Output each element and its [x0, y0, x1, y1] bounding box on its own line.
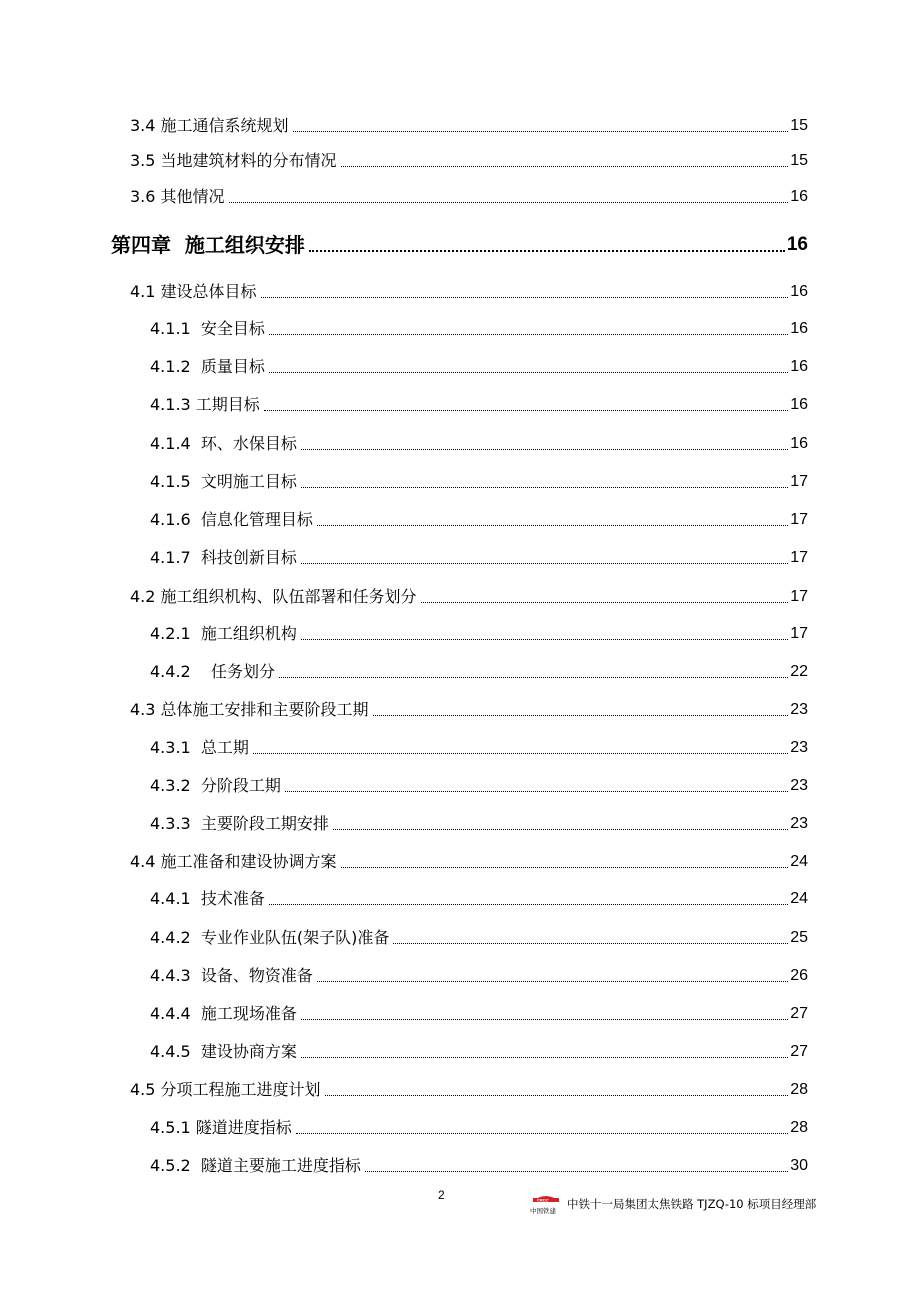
- toc-entry[interactable]: [150, 889, 808, 909]
- toc-entry-title: 4.3.2 分阶段工期: [150, 776, 281, 795]
- toc-entry-page: 17: [790, 511, 808, 528]
- toc-entry[interactable]: [150, 395, 808, 415]
- toc-entry-page: 16: [790, 320, 808, 337]
- toc-entry-page: 16: [790, 188, 808, 205]
- dot-leader: [301, 563, 788, 564]
- toc-entry[interactable]: [130, 116, 808, 136]
- toc-entry-title: 4.4.1 技术准备: [150, 889, 265, 908]
- dot-leader: [325, 1095, 789, 1096]
- dot-leader: [253, 753, 788, 754]
- toc-entry-title: 4.5 分项工程施工进度计划: [130, 1080, 321, 1099]
- dot-leader: [365, 1171, 788, 1172]
- toc-entry-page: 16: [790, 435, 808, 452]
- toc-entry[interactable]: [130, 1080, 808, 1100]
- toc-entry-title: 4.1.3 工期目标: [150, 395, 260, 414]
- toc-entry[interactable]: [130, 187, 808, 207]
- toc-entry[interactable]: [130, 587, 808, 607]
- toc-entry-page: 16: [786, 234, 808, 255]
- toc-entry[interactable]: [150, 662, 808, 682]
- dot-leader: [333, 829, 788, 830]
- toc-entry-page: 24: [790, 890, 808, 907]
- toc-entry-page: 23: [790, 777, 808, 794]
- toc-chapter-entry[interactable]: [111, 233, 808, 257]
- toc-entry-page: 17: [790, 549, 808, 566]
- toc-entry[interactable]: [150, 928, 808, 948]
- toc-entry-page: 17: [790, 588, 808, 605]
- dot-leader: [309, 250, 785, 252]
- toc-entry-page: 27: [790, 1005, 808, 1022]
- toc-entry-title: 3.5 当地建筑材料的分布情况: [130, 151, 337, 170]
- toc-entry-page: 24: [790, 853, 808, 870]
- toc-entry[interactable]: [150, 1156, 808, 1176]
- dot-leader: [296, 1133, 788, 1134]
- toc-entry[interactable]: [150, 1042, 808, 1062]
- toc-entry-title: 4.1.6 信息化管理目标: [150, 510, 313, 529]
- dot-leader: [293, 131, 789, 132]
- toc-entry-title: 4.1.4 环、水保目标: [150, 434, 297, 453]
- dot-leader: [229, 202, 789, 203]
- dot-leader: [269, 334, 788, 335]
- toc-entry-title: 4.1.2 质量目标: [150, 357, 265, 376]
- dot-leader: [285, 791, 788, 792]
- dot-leader: [341, 867, 789, 868]
- toc-entry[interactable]: [150, 319, 808, 339]
- toc-entry-page: 30: [790, 1157, 808, 1174]
- dot-leader: [341, 166, 789, 167]
- toc-entry[interactable]: [150, 1004, 808, 1024]
- dot-leader: [261, 297, 789, 298]
- toc-entry-title: 4.4 施工准备和建设协调方案: [130, 852, 337, 871]
- toc-entry-page: 27: [790, 1043, 808, 1060]
- toc-entry[interactable]: [130, 151, 808, 171]
- toc-entry-title: 4.2 施工组织机构、队伍部署和任务划分: [130, 587, 417, 606]
- dot-leader: [393, 943, 788, 944]
- toc-entry-page: 25: [790, 929, 808, 946]
- toc-entry-page: 22: [790, 663, 808, 680]
- toc-entry[interactable]: [130, 700, 808, 720]
- toc-entry-page: 16: [790, 358, 808, 375]
- dot-leader: [317, 525, 788, 526]
- toc-entry-title: 4.3 总体施工安排和主要阶段工期: [130, 700, 369, 719]
- toc-entry[interactable]: [150, 776, 808, 796]
- toc-entry-title: 4.3.1 总工期: [150, 738, 249, 757]
- toc-entry-page: 17: [790, 625, 808, 642]
- toc-entry[interactable]: [150, 738, 808, 758]
- toc-entry-page: 17: [790, 473, 808, 490]
- toc-entry-page: 26: [790, 967, 808, 984]
- toc-entry-page: 23: [790, 739, 808, 756]
- dot-leader: [301, 639, 788, 640]
- dot-leader: [301, 449, 788, 450]
- dot-leader: [301, 487, 788, 488]
- toc-entry-title: 4.1 建设总体目标: [130, 282, 257, 301]
- dot-leader: [421, 602, 789, 603]
- dot-leader: [373, 715, 789, 716]
- toc-entry-title: 4.5.2 隧道主要施工进度指标: [150, 1156, 361, 1175]
- toc-entry[interactable]: [150, 357, 808, 377]
- toc-entry-title: 4.1.1 安全目标: [150, 319, 265, 338]
- toc-entry-title: 4.4.2 任务划分: [150, 662, 276, 681]
- dot-leader: [269, 904, 788, 905]
- crcc-logo-icon: [528, 1190, 564, 1216]
- toc-entry-page: 28: [790, 1119, 808, 1136]
- dot-leader: [301, 1057, 788, 1058]
- toc-entry-page: 23: [790, 815, 808, 832]
- toc-entry-page: 16: [790, 283, 808, 300]
- dot-leader: [279, 677, 788, 678]
- toc-entry-title: 4.5.1 隧道进度指标: [150, 1118, 292, 1137]
- dot-leader: [269, 372, 788, 373]
- toc-entry[interactable]: [150, 624, 808, 644]
- toc-entry-page: 15: [790, 152, 808, 169]
- toc-entry[interactable]: [150, 434, 808, 454]
- toc-entry-title: 4.4.2 专业作业队伍(架子队)准备: [150, 928, 390, 947]
- toc-entry[interactable]: [150, 1118, 808, 1138]
- toc-entry-title: 3.6 其他情况: [130, 187, 225, 206]
- toc-entry[interactable]: [150, 510, 808, 530]
- svg-text:CRCC: CRCC: [537, 1197, 549, 1203]
- toc-entry[interactable]: [150, 472, 808, 492]
- toc-entry-title: 4.4.5 建设协商方案: [150, 1042, 297, 1061]
- toc-entry-title: 4.1.7 科技创新目标: [150, 548, 297, 567]
- toc-entry-page: 28: [790, 1081, 808, 1098]
- toc-entry[interactable]: [150, 966, 808, 986]
- svg-text:中国铁建: 中国铁建: [530, 1207, 556, 1215]
- toc-entry-page: 15: [790, 117, 808, 134]
- toc-entry-page: 16: [790, 396, 808, 413]
- dot-leader: [301, 1019, 788, 1020]
- toc-entry-title: 4.2.1 施工组织机构: [150, 624, 297, 643]
- footer-company-name: 中铁十一局集团太焦铁路 TJZQ-10 标项目经理部: [567, 1197, 817, 1211]
- toc-entry[interactable]: [150, 548, 808, 568]
- toc-entry-title: 4.4.3 设备、物资准备: [150, 966, 313, 985]
- toc-entry-title: 第四章 施工组织安排: [111, 233, 305, 257]
- toc-entry[interactable]: [130, 282, 808, 302]
- dot-leader: [264, 410, 788, 411]
- toc-entry-page: 23: [790, 701, 808, 718]
- toc-entry[interactable]: [130, 852, 808, 872]
- toc-entry-title: 3.4 施工通信系统规划: [130, 116, 289, 135]
- toc-entry[interactable]: [150, 814, 808, 834]
- page-number: 2: [438, 1188, 445, 1202]
- toc-entry-title: 4.4.4 施工现场准备: [150, 1004, 297, 1023]
- toc-entry-title: 4.1.5 文明施工目标: [150, 472, 297, 491]
- dot-leader: [317, 981, 788, 982]
- toc-entry-title: 4.3.3 主要阶段工期安排: [150, 814, 329, 833]
